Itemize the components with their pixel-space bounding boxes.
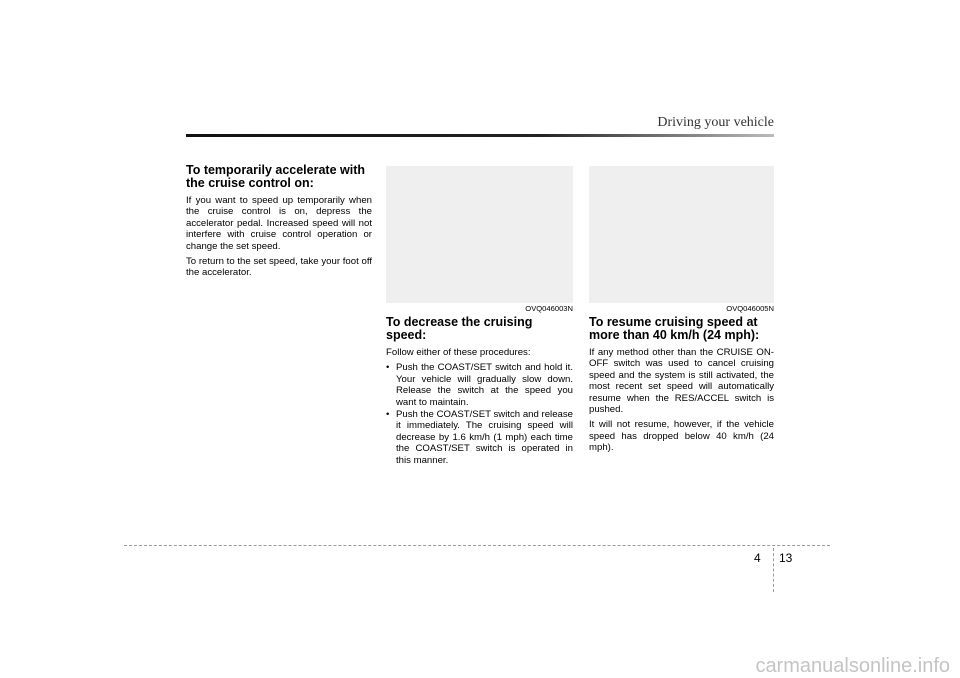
resume-heading: To resume cruising speed at more than 40 km/h (24 mph): xyxy=(589,315,760,342)
figure-caption-2: OVQ046005N xyxy=(726,304,774,313)
figure-coast-set-switch xyxy=(386,166,573,303)
figure-res-accel-switch xyxy=(589,166,774,303)
accelerate-section xyxy=(186,164,372,283)
footer-divider xyxy=(124,545,830,546)
chapter-number: 4 xyxy=(754,551,761,565)
resume-section xyxy=(589,316,774,458)
list-item: • Push the COAST/SET switch and release it immediately. The cruising speed will decrease by 1.6 km/h (1 mph) each time the COAST/SET switch is operated in this manner. xyxy=(386,409,573,466)
decrease-section xyxy=(386,316,573,467)
accelerate-paragraph-1: If you want to speed up temporarily when the cruise control is on, depress the accelerator pedal. Increased speed will not interfere with cruise control operation or change the set speed. xyxy=(186,195,372,252)
footer-vertical-divider xyxy=(773,548,774,592)
decrease-list xyxy=(386,362,573,466)
resume-paragraph-1: If any method other than the CRUISE ON-OFF switch was used to cancel cruising speed and the system is still activated, the most recent set speed will automatically resume when the RES/ACCEL switch is pushed. xyxy=(589,347,774,416)
watermark: carmanualsonline.info xyxy=(755,655,950,677)
page-number: 13 xyxy=(779,551,793,565)
decrease-heading: To decrease the cruising speed: xyxy=(386,315,533,342)
accelerate-paragraph-2: To return to the set speed, take your foot off the accelerator. xyxy=(186,256,372,279)
decrease-intro: Follow either of these procedures: xyxy=(386,347,531,358)
accelerate-heading: To temporarily accelerate with the cruise control on: xyxy=(186,163,365,190)
header-rule xyxy=(186,134,774,137)
resume-paragraph-2: It will not resume, however, if the vehicle speed has dropped below 40 km/h (24 mph). xyxy=(589,419,774,454)
section-title: Driving your vehicle xyxy=(657,115,774,130)
list-item: • Push the COAST/SET switch and hold it. Your vehicle will gradually slow down. Release the switch at the speed you want to maintain. xyxy=(386,362,573,408)
figure-caption-1: OVQ046003N xyxy=(525,304,573,313)
